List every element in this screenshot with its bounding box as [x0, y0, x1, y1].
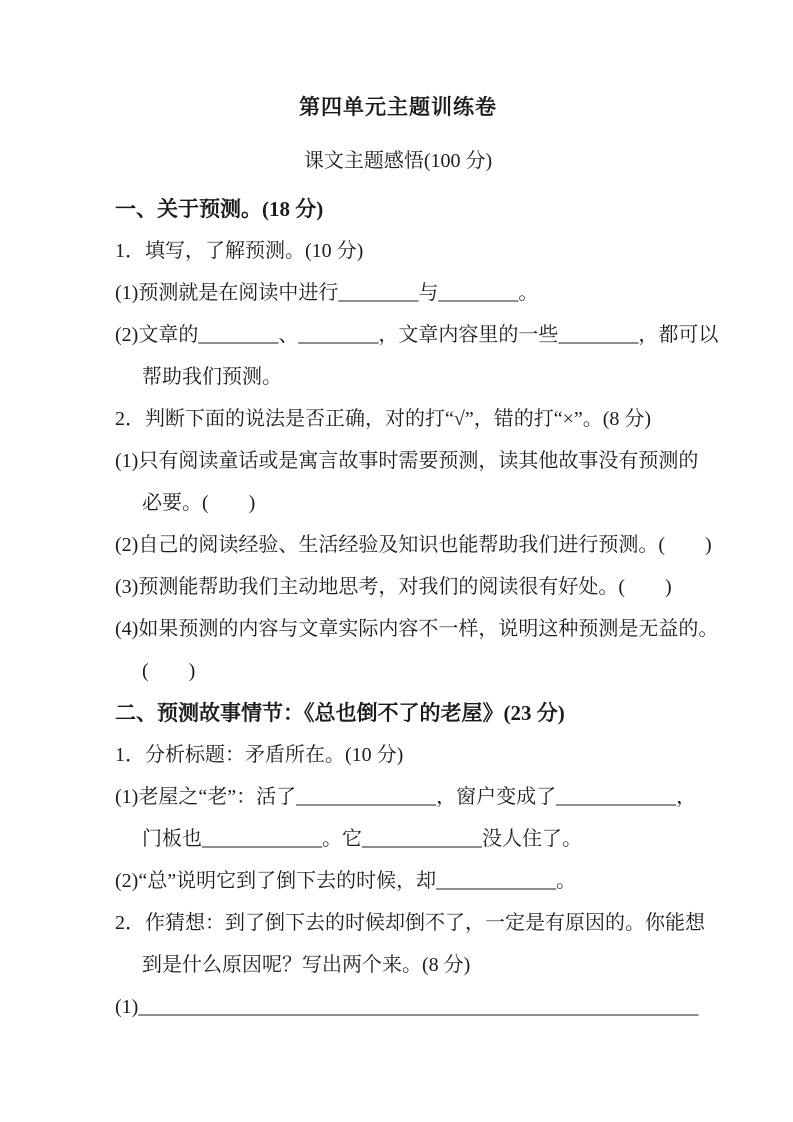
section-1-question-2: 2．判断下面的说法是否正确，对的打“√”，错的打“×”。(8 分) — [115, 408, 652, 430]
page-subtitle: 课文主题感悟(100 分) — [303, 150, 493, 172]
q2-judge-1-continued: 必要。( ) — [142, 492, 256, 514]
section-2-question-2-continued: 到是什么原因呢？写出两个来。(8 分) — [142, 954, 471, 976]
q2-judge-4-continued: ( ) — [142, 660, 196, 682]
q3-analysis-2: (2)“总”说明它到了倒下去的时候，却____________。 — [115, 870, 577, 892]
q2-judge-3: (3)预测能帮助我们主动地思考，对我们的阅读很有好处。( ) — [115, 576, 672, 598]
page-title: 第四单元主题训练卷 — [299, 95, 497, 119]
q3-analysis-1-continued: 门板也____________。它____________没人住了。 — [142, 828, 582, 850]
section-2-heading: 二、预测故事情节：《总也倒不了的老屋》(23 分) — [115, 701, 565, 725]
section-2-question-1: 1．分析标题：矛盾所在。(10 分) — [115, 744, 404, 766]
q3-analysis-1: (1)老屋之“老”：活了______________，窗户变成了____________， — [115, 786, 697, 808]
section-2-question-2: 2．作猜想：到了倒下去的时候却倒不了，一定是有原因的。你能想 — [115, 912, 705, 934]
q2-judge-1: (1)只有阅读童话或是寓言故事时需要预测，读其他故事没有预测的 — [115, 450, 699, 472]
q2-judge-2: (2)自己的阅读经验、生活经验及知识也能帮助我们进行预测。( ) — [115, 534, 712, 556]
section-1-heading: 一、关于预测。(18 分) — [115, 197, 324, 221]
section-1-question-1: 1．填写，了解预测。(10 分) — [115, 240, 364, 262]
q4-answer-blank-1: (1)________________________________________________________ — [115, 996, 699, 1018]
q1-fill-blank-2: (2)文章的________、________，文章内容里的一些________，都可以 — [115, 324, 719, 346]
q2-judge-4: (4)如果预测的内容与文章实际内容不一样，说明这种预测是无益的。 — [115, 618, 719, 640]
q1-fill-blank-2-continued: 帮助我们预测。 — [142, 366, 282, 388]
q1-fill-blank-1: (1)预测就是在阅读中进行________与________。 — [115, 282, 539, 304]
